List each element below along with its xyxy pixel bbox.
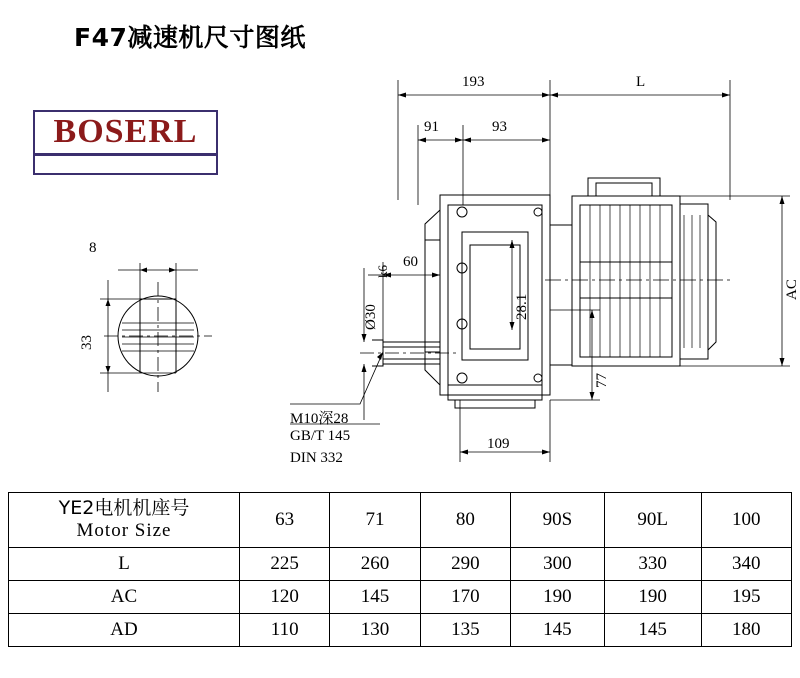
terminal-box xyxy=(588,178,660,196)
dim-33-label: 33 xyxy=(79,335,95,350)
dim-28-1-label: 28.1 xyxy=(514,293,530,320)
page-title: F47减速机尺寸图纸 xyxy=(74,23,306,52)
cell-L-5: 340 xyxy=(701,548,791,581)
cell-AC-3: 190 xyxy=(511,581,605,614)
cell-AD-2: 135 xyxy=(420,614,510,647)
dim-77-label: 77 xyxy=(594,373,610,388)
note-line-1: M10深28 xyxy=(290,411,349,427)
cell-L-1: 260 xyxy=(330,548,420,581)
cell-AC-1: 145 xyxy=(330,581,420,614)
header-col-0: 63 xyxy=(240,493,330,548)
dim-91-label: 91 xyxy=(424,119,439,135)
row-label-AC: AC xyxy=(9,581,240,614)
header-motor-size-en: Motor Size xyxy=(76,520,172,541)
dim-93-label: 93 xyxy=(492,119,507,135)
cell-L-3: 300 xyxy=(511,548,605,581)
header-motor-size-cell xyxy=(9,493,240,548)
cell-AD-3: 145 xyxy=(511,614,605,647)
cell-AD-1: 130 xyxy=(330,614,420,647)
row-label-L: L xyxy=(9,548,240,581)
table-row xyxy=(9,614,792,647)
dim-AC-label: AC xyxy=(784,279,800,300)
dim-109-label: 109 xyxy=(487,436,510,452)
cell-L-0: 225 xyxy=(240,548,330,581)
row-label-AD: AD xyxy=(9,614,240,647)
cell-AD-0: 110 xyxy=(240,614,330,647)
header-col-2: 80 xyxy=(420,493,510,548)
cell-AC-5: 195 xyxy=(701,581,791,614)
table-header-row xyxy=(9,493,792,548)
cell-L-4: 330 xyxy=(604,548,701,581)
table-row xyxy=(9,548,792,581)
cell-AC-4: 190 xyxy=(604,581,701,614)
header-motor-size-cn: YE2电机机座号 xyxy=(58,497,190,520)
cell-AD-5: 180 xyxy=(701,614,791,647)
cell-L-2: 290 xyxy=(420,548,510,581)
cell-AC-2: 170 xyxy=(420,581,510,614)
logo-text: BOSERL xyxy=(53,112,198,150)
header-col-5: 100 xyxy=(701,493,791,548)
cell-AC-0: 120 xyxy=(240,581,330,614)
dim-L-label: L xyxy=(636,74,646,90)
dim-60-label: 60 xyxy=(403,254,418,270)
note-line-3: DIN 332 xyxy=(290,450,343,466)
dim-193-label: 193 xyxy=(462,74,485,90)
header-col-4: 90L xyxy=(604,493,701,548)
dim-shaft-tol-label: k6 xyxy=(375,265,390,278)
cell-AD-4: 145 xyxy=(604,614,701,647)
dim-shaft-dia-label: Ø30 xyxy=(363,304,379,330)
note-line-2: GB/T 145 xyxy=(290,428,351,444)
dim-8-label: 8 xyxy=(89,240,97,256)
spec-table xyxy=(8,492,792,647)
gearbox-body xyxy=(440,195,550,395)
header-col-1: 71 xyxy=(330,493,420,548)
motor-body xyxy=(572,196,680,366)
table-row xyxy=(9,581,792,614)
header-col-3: 90S xyxy=(511,493,605,548)
